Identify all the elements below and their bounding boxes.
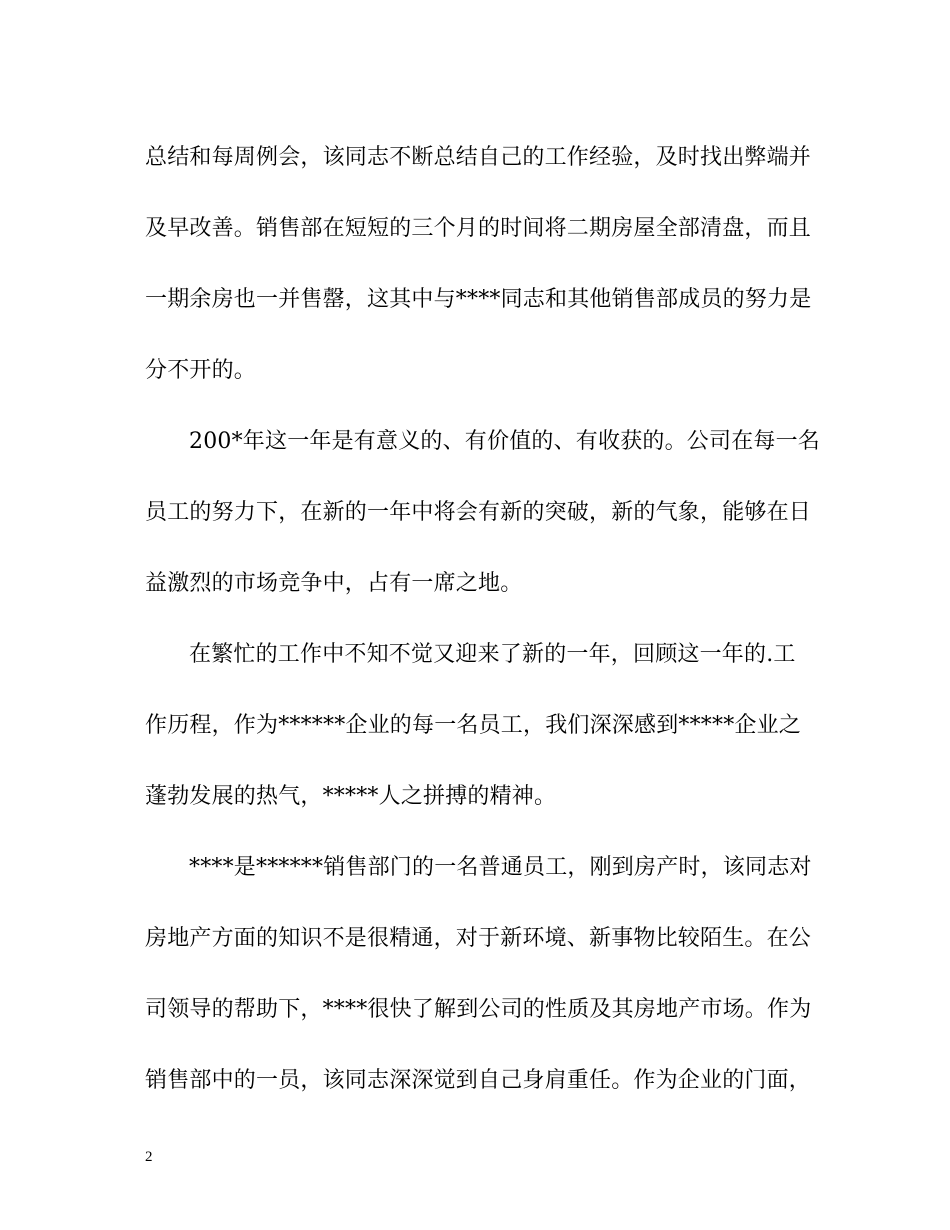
text-line-7: 益激烈的市场竞争中，占有一席之地。 bbox=[145, 571, 523, 596]
text-line-12: 房地产方面的知识不是很精通，对于新环境、新事物比较陌生。在公 bbox=[145, 926, 812, 951]
text-line-10: 蓬勃发展的热气，*****人之拼搏的精神。 bbox=[145, 784, 557, 809]
text-line-1: 总结和每周例会，该同志不断总结自己的工作经验，及时找出弊端并 bbox=[145, 145, 812, 170]
text-line-11: ****是******销售部门的一名普通员工，刚到房产时，该同志对 bbox=[189, 855, 812, 880]
text-line-13: 司领导的帮助下，****很快了解到公司的性质及其房地产市场。作为 bbox=[145, 997, 812, 1022]
text-line-6: 员工的努力下，在新的一年中将会有新的突破，新的气象，能够在日 bbox=[145, 500, 812, 525]
text-line-3: 一期余房也一并售罄，这其中与****同志和其他销售部成员的努力是 bbox=[145, 287, 812, 312]
text-line-14: 销售部中的一员，该同志深深觉到自己身肩重任。作为企业的门面， bbox=[145, 1068, 812, 1093]
text-line-2: 及早改善。销售部在短短的三个月的时间将二期房屋全部清盘，而且 bbox=[145, 216, 812, 241]
text-line-5: 200*年这一年是有意义的、有价值的、有收获的。公司在每一名 bbox=[189, 429, 820, 454]
text-line-8: 在繁忙的工作中不知不觉又迎来了新的一年，回顾这一年的.工 bbox=[189, 642, 796, 667]
page-number: 2 bbox=[145, 1149, 153, 1165]
text-line-4: 分不开的。 bbox=[145, 358, 257, 383]
text-line-9: 作历程，作为******企业的每一名员工，我们深深感到*****企业之 bbox=[145, 713, 802, 738]
